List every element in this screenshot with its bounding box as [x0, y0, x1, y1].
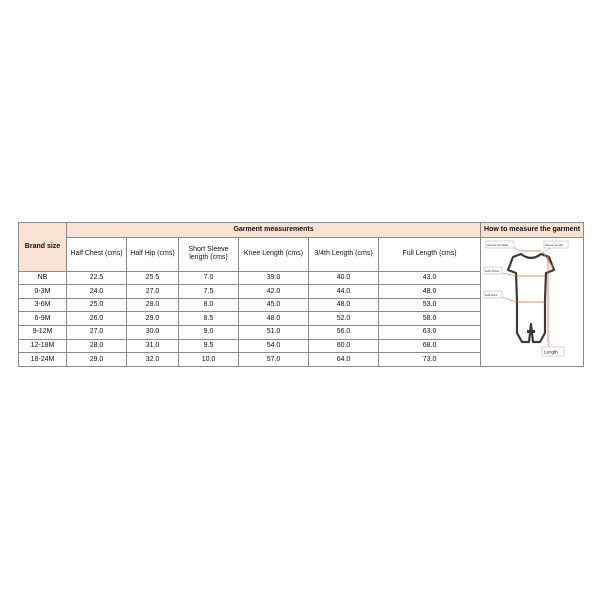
half-chest-cell: 22.5: [67, 271, 127, 285]
half-hip-cell: 27.0: [127, 285, 179, 299]
size-cell: 18-24M: [19, 353, 67, 367]
short-sleeve-cell: 9.0: [179, 326, 239, 340]
short-sleeve-cell: 9.5: [179, 339, 239, 353]
column-header-three-quarter-length: 3/4th Length (cms): [309, 238, 379, 272]
short-sleeve-cell: 10.0: [179, 353, 239, 367]
column-header-half-hip: Half Hip (cms): [127, 238, 179, 272]
knee-length-cell: 51.0: [239, 326, 309, 340]
three-quarter-length-cell: 40.0: [309, 271, 379, 285]
label-half-chest: Half Chest: [485, 269, 500, 273]
full-length-cell: 48.0: [379, 285, 481, 299]
full-length-cell: 68.0: [379, 339, 481, 353]
full-length-cell: 58.0: [379, 312, 481, 326]
half-chest-cell: 29.0: [67, 353, 127, 367]
size-cell: 0-3M: [19, 285, 67, 299]
half-hip-cell: 31.0: [127, 339, 179, 353]
romper-outline: [508, 254, 554, 342]
half-hip-cell: 32.0: [127, 353, 179, 367]
size-cell: 9-12M: [19, 326, 67, 340]
knee-length-cell: 57.0: [239, 353, 309, 367]
half-chest-cell: 25.0: [67, 298, 127, 312]
full-length-cell: 43.0: [379, 271, 481, 285]
three-quarter-length-cell: 64.0: [309, 353, 379, 367]
three-quarter-length-cell: 44.0: [309, 285, 379, 299]
column-header-full-length: Full Length (cms): [379, 238, 481, 272]
half-chest-cell: 26.0: [67, 312, 127, 326]
size-cell: 3-6M: [19, 298, 67, 312]
size-chart-table: [18, 222, 584, 367]
how-to-measure-header: How to measure the garment: [481, 223, 584, 238]
half-hip-cell: 25.5: [127, 271, 179, 285]
three-quarter-length-cell: 48.0: [309, 298, 379, 312]
garment-measurements-header: Garment measurements: [67, 223, 481, 238]
label-half-hips: Half Hips: [485, 293, 498, 297]
brand-size-header: Brand size: [19, 223, 67, 272]
full-length-cell: 63.0: [379, 326, 481, 340]
garment-diagram: [481, 238, 581, 366]
size-cell: NB: [19, 271, 67, 285]
half-chest-cell: 28.0: [67, 339, 127, 353]
half-chest-cell: 24.0: [67, 285, 127, 299]
label-length: Length: [544, 349, 558, 355]
knee-length-cell: 42.0: [239, 285, 309, 299]
short-sleeve-cell: 7.5: [179, 285, 239, 299]
short-sleeve-cell: 8.5: [179, 312, 239, 326]
size-cell: 12-18M: [19, 339, 67, 353]
label-sleeve-length: Sleeve length: [545, 243, 564, 247]
three-quarter-length-cell: 52.0: [309, 312, 379, 326]
short-sleeve-cell: 7.0: [179, 271, 239, 285]
half-hip-cell: 28.0: [127, 298, 179, 312]
three-quarter-length-cell: 60.0: [309, 339, 379, 353]
knee-length-cell: 54.0: [239, 339, 309, 353]
full-length-cell: 73.0: [379, 353, 481, 367]
half-hip-cell: 30.0: [127, 326, 179, 340]
size-cell: 6-9M: [19, 312, 67, 326]
half-chest-cell: 27.0: [67, 326, 127, 340]
three-quarter-length-cell: 56.0: [309, 326, 379, 340]
column-header-knee-length: Knee Length (cms): [239, 238, 309, 272]
knee-length-cell: 48.0: [239, 312, 309, 326]
short-sleeve-cell: 8.0: [179, 298, 239, 312]
column-header-short-sleeve: Short Sleeve length (cms): [179, 238, 239, 272]
knee-length-cell: 45.0: [239, 298, 309, 312]
column-header-half-chest: Half Chest (cms): [67, 238, 127, 272]
label-across-shoulder: Across shoulder: [487, 243, 509, 247]
full-length-cell: 53.0: [379, 298, 481, 312]
measurement-diagram-cell: [481, 238, 584, 367]
half-hip-cell: 29.0: [127, 312, 179, 326]
knee-length-cell: 39.0: [239, 271, 309, 285]
